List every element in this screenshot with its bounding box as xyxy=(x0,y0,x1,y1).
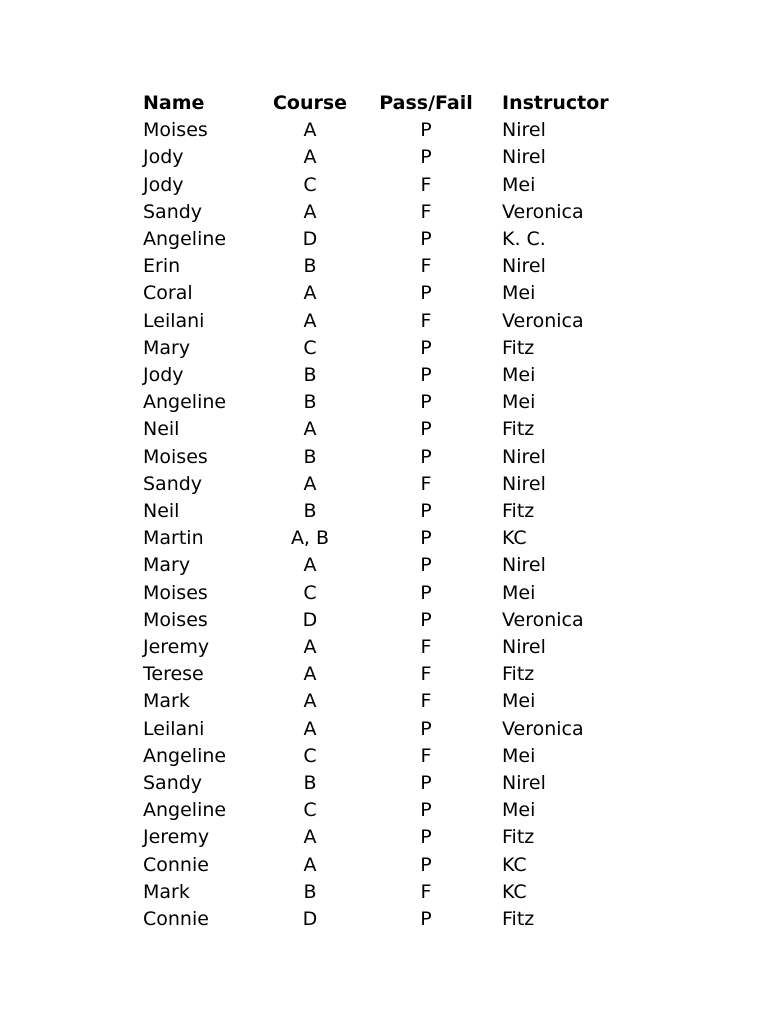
cell-pass-fail: P xyxy=(420,391,432,414)
cell-name: Mark xyxy=(143,690,190,713)
cell-pass-fail: F xyxy=(420,880,432,903)
cell-pass-fail: P xyxy=(420,119,432,142)
table-row xyxy=(141,444,632,471)
cell-pass-fail: P xyxy=(420,336,432,359)
cell-course: A xyxy=(303,853,317,876)
cell-name: Moises xyxy=(143,581,208,604)
header-course: Course xyxy=(272,92,348,114)
cell-course: A xyxy=(303,472,317,495)
table-row xyxy=(141,280,632,307)
cell-instructor: Fitz xyxy=(502,826,535,849)
cell-course: A xyxy=(303,690,317,713)
cell-pass-fail: P xyxy=(420,228,432,251)
cell-instructor: Mei xyxy=(502,282,536,305)
cell-pass-fail: P xyxy=(420,445,432,468)
cell-instructor: Mei xyxy=(502,744,536,767)
cell-name: Mary xyxy=(143,336,191,359)
cell-course: A xyxy=(303,200,317,223)
cell-name: Sandy xyxy=(143,772,203,795)
header-pass-fail: Pass/Fail xyxy=(379,92,473,114)
table-row xyxy=(141,172,632,199)
cell-pass-fail: P xyxy=(420,418,432,441)
cell-course: D xyxy=(302,228,318,251)
cell-name: Angeline xyxy=(143,228,227,251)
table-row xyxy=(141,607,632,634)
table-row xyxy=(141,226,632,253)
cell-pass-fail: F xyxy=(420,690,432,713)
table-row xyxy=(141,552,632,579)
cell-pass-fail: F xyxy=(420,744,432,767)
table-row xyxy=(141,852,632,879)
cell-name: Jody xyxy=(143,364,184,387)
table-body xyxy=(141,117,632,933)
cell-instructor: Fitz xyxy=(502,663,535,686)
cell-course: B xyxy=(303,255,317,278)
cell-instructor: Veronica xyxy=(502,717,584,740)
table-row xyxy=(141,471,632,498)
cell-pass-fail: P xyxy=(420,608,432,631)
cell-pass-fail: P xyxy=(420,146,432,169)
cell-course: A xyxy=(303,146,317,169)
cell-pass-fail: P xyxy=(420,500,432,523)
cell-name: Moises xyxy=(143,445,208,468)
cell-instructor: Veronica xyxy=(502,200,584,223)
cell-instructor: Nirel xyxy=(502,636,546,659)
header-row xyxy=(141,90,632,117)
cell-course: A xyxy=(303,119,317,142)
table-row xyxy=(141,308,632,335)
table-row xyxy=(141,716,632,743)
cell-course: B xyxy=(303,880,317,903)
table-row xyxy=(141,199,632,226)
cell-instructor: K. C. xyxy=(502,228,546,251)
cell-instructor: Mei xyxy=(502,799,536,822)
cell-course: B xyxy=(303,445,317,468)
cell-name: Leilani xyxy=(143,309,205,332)
table-row xyxy=(141,416,632,443)
cell-instructor: Veronica xyxy=(502,608,584,631)
cell-course: A xyxy=(303,636,317,659)
cell-name: Angeline xyxy=(143,391,227,414)
table-row xyxy=(141,362,632,389)
cell-course: C xyxy=(303,744,317,767)
cell-name: Sandy xyxy=(143,200,203,223)
cell-name: Mark xyxy=(143,880,190,903)
cell-name: Martin xyxy=(143,527,204,550)
cell-name: Connie xyxy=(143,853,209,876)
table-row xyxy=(141,879,632,906)
table-row xyxy=(141,335,632,362)
cell-pass-fail: P xyxy=(420,527,432,550)
cell-instructor: Mei xyxy=(502,581,536,604)
cell-pass-fail: F xyxy=(420,309,432,332)
cell-pass-fail: P xyxy=(420,853,432,876)
cell-instructor: Mei xyxy=(502,364,536,387)
cell-instructor: Mei xyxy=(502,391,536,414)
grades-table xyxy=(141,90,632,933)
table-row xyxy=(141,797,632,824)
cell-name: Moises xyxy=(143,119,208,142)
table-row xyxy=(141,117,632,144)
cell-name: Terese xyxy=(143,663,204,686)
cell-instructor: KC xyxy=(502,880,527,903)
cell-course: C xyxy=(303,581,317,604)
table-row xyxy=(141,498,632,525)
cell-instructor: Nirel xyxy=(502,445,546,468)
cell-course: A xyxy=(303,826,317,849)
cell-course: C xyxy=(303,336,317,359)
cell-pass-fail: P xyxy=(420,581,432,604)
cell-name: Jeremy xyxy=(143,636,210,659)
header-instructor: Instructor xyxy=(502,92,609,114)
table-row xyxy=(141,144,632,171)
cell-course: C xyxy=(303,799,317,822)
table-row xyxy=(141,824,632,851)
cell-course: A xyxy=(303,282,317,305)
cell-instructor: KC xyxy=(502,853,527,876)
cell-instructor: Nirel xyxy=(502,472,546,495)
cell-name: Neil xyxy=(143,418,180,441)
cell-course: A xyxy=(303,309,317,332)
cell-name: Angeline xyxy=(143,744,227,767)
cell-instructor: Nirel xyxy=(502,554,546,577)
cell-pass-fail: F xyxy=(420,200,432,223)
cell-course: B xyxy=(303,364,317,387)
cell-pass-fail: P xyxy=(420,364,432,387)
cell-name: Mary xyxy=(143,554,191,577)
table-row xyxy=(141,688,632,715)
cell-pass-fail: F xyxy=(420,663,432,686)
cell-instructor: Mei xyxy=(502,690,536,713)
cell-instructor: Fitz xyxy=(502,336,535,359)
cell-name: Jeremy xyxy=(143,826,210,849)
cell-pass-fail: F xyxy=(420,472,432,495)
table-row xyxy=(141,661,632,688)
cell-instructor: Nirel xyxy=(502,255,546,278)
cell-pass-fail: P xyxy=(420,717,432,740)
cell-instructor: Mei xyxy=(502,173,536,196)
cell-pass-fail: P xyxy=(420,799,432,822)
cell-name: Jody xyxy=(143,146,184,169)
cell-name: Sandy xyxy=(143,472,203,495)
cell-course: B xyxy=(303,391,317,414)
cell-course: A, B xyxy=(290,527,330,550)
cell-course: B xyxy=(303,772,317,795)
cell-name: Angeline xyxy=(143,799,227,822)
table-row xyxy=(141,743,632,770)
cell-course: B xyxy=(303,500,317,523)
cell-course: A xyxy=(303,663,317,686)
cell-pass-fail: P xyxy=(420,826,432,849)
table-row xyxy=(141,906,632,933)
cell-pass-fail: P xyxy=(420,772,432,795)
cell-pass-fail: F xyxy=(420,255,432,278)
cell-pass-fail: F xyxy=(420,173,432,196)
table-header xyxy=(141,90,632,117)
cell-name: Connie xyxy=(143,908,209,931)
cell-instructor: Fitz xyxy=(502,418,535,441)
cell-pass-fail: P xyxy=(420,282,432,305)
cell-course: A xyxy=(303,717,317,740)
cell-pass-fail: P xyxy=(420,908,432,931)
cell-instructor: Nirel xyxy=(502,146,546,169)
cell-instructor: Nirel xyxy=(502,119,546,142)
cell-name: Leilani xyxy=(143,717,205,740)
cell-pass-fail: F xyxy=(420,636,432,659)
cell-course: D xyxy=(302,608,318,631)
cell-instructor: Veronica xyxy=(502,309,584,332)
cell-name: Jody xyxy=(143,173,184,196)
header-name: Name xyxy=(143,92,205,114)
table-row xyxy=(141,634,632,661)
table-row xyxy=(141,253,632,280)
table-row xyxy=(141,525,632,552)
cell-instructor: Fitz xyxy=(502,500,535,523)
cell-name: Erin xyxy=(143,255,181,278)
cell-instructor: Fitz xyxy=(502,908,535,931)
cell-name: Neil xyxy=(143,500,180,523)
table-row xyxy=(141,389,632,416)
cell-course: A xyxy=(303,418,317,441)
cell-instructor: Nirel xyxy=(502,772,546,795)
cell-course: C xyxy=(303,173,317,196)
cell-name: Moises xyxy=(143,608,208,631)
cell-course: D xyxy=(302,908,318,931)
table-row xyxy=(141,580,632,607)
table-row xyxy=(141,770,632,797)
cell-course: A xyxy=(303,554,317,577)
cell-name: Coral xyxy=(143,282,193,305)
cell-pass-fail: P xyxy=(420,554,432,577)
cell-instructor: KC xyxy=(502,527,527,550)
